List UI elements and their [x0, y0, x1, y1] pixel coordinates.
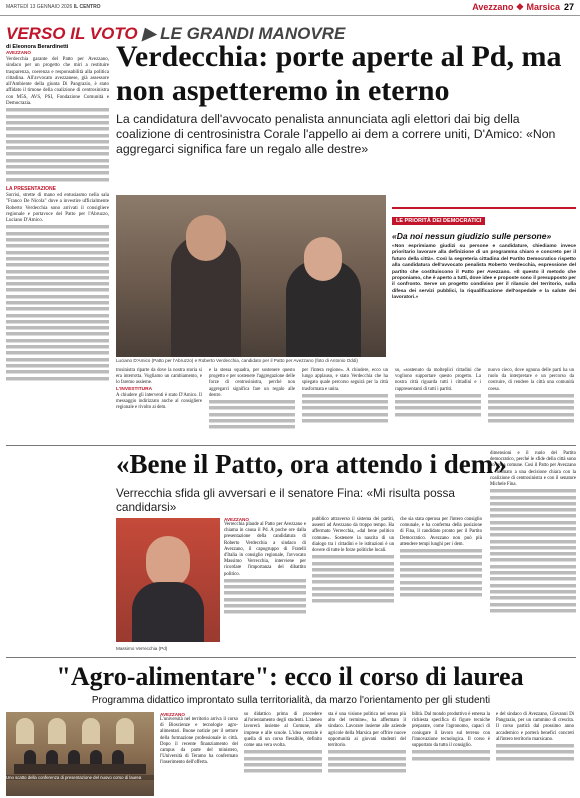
body-text: nuovo cieco, dove ognuna delle parti ha un ruolo da interpretare e un percorso da costruire, di rendere la città una comunità coesa.	[488, 368, 574, 392]
sidebar-kicker: LE PRIORITÀ DEI DEMOCRATICI	[392, 217, 485, 225]
body-text: e del sindaco di Avezzano, Giovanni Di Pangrazio, per un cammino di crescita. Il corso partirà dal prossimo anno accademico e porterà benefici concreti all'intero territorio marsicano.	[496, 712, 574, 742]
article2-headline: «Bene il Patto, ora attendo i dem»	[116, 449, 507, 479]
body-text: bilità. Dal mondo produttivo è emersa la richiesta specifica di figure tecniche preparate, come l'agronomo, capaci di coniugare il lavoro sul terreno con l'innovazione tecnologica. Il corso è supportato da tutto il consiglio.	[412, 712, 490, 749]
article2-subtitle: Verrecchia sfida gli avversari e il senatore Fina: «Mi risulta possa candidarsi»	[116, 486, 455, 514]
body-text: per l'intera regione». A chiudere, ecco un lungo applauso, e stato Verdecchia che ha spiegato quale percorso seguirà per la città trasformata e unita.	[302, 368, 388, 392]
divider	[6, 445, 576, 446]
body-text: so, «sostenuto da molteplici cittadini che vogliono supportare questo progetto. La nostra città riguarda tutti i cittadini e i rappresentanti di tutti i partiti.	[395, 368, 481, 392]
article1-left-column	[6, 44, 109, 439]
dateline: AVEZZANO	[160, 712, 185, 717]
byline: di Eleonora Berardinetti	[6, 44, 69, 50]
article3-columns	[160, 712, 576, 796]
photo-caption: Uno scatto della conferenza di presentazione del nuovo corso di laurea	[6, 775, 154, 780]
sidebar-box	[392, 207, 576, 370]
article3-photo	[6, 712, 154, 796]
article1-photo	[116, 195, 386, 357]
body-text: sta è una visione politica nel senso più alto del termine», ha affermato il sindaco. Lavorare insieme alle aziende agricole della Marsica per offrire nuove opportunità ai giovani studenti del territorio.	[328, 712, 406, 749]
body-text: e la stessa squadra, per sostenere questo progetto e per sostenere l'aggregazione delle forze di centrosinistra, perché non aggregarci significa fare un regalo alle destre.	[209, 368, 295, 398]
body-text: Verdecchia garante del Patto per Avezzano, sindaco per un progetto che miri a restituire trasparenza, coerenza e responsabilità alla politica cittadina. All'avvocato avezzanese, già assessore all'Ambiente della giunta Di Pangrazio, è stato affidato il timone della coalizione di centrosinistra con M5S, AVS, PSI, Fondazione Comunità e Democrazia.	[6, 57, 109, 107]
body-text: Verrecchia plaude al Patto per Avezzano e chiama in causa il Pd. A poche ore dalla presentazione della candidatura di Roberto Verdecchia a sindaco di Avezzano, il capogruppo di Fratelli d'Italia in consiglio regionale, l'avvocato Massimo Verrecchia, interviene per ricordare l'importanza del dibattito politico.	[224, 522, 306, 577]
photo-caption: Massimo Verrecchia (Pd)	[116, 646, 168, 651]
issue-date: MARTEDÌ 13 GENNAIO 2026 IL CENTRO	[6, 4, 101, 10]
body-text: pubblico attraverso il sistema dei partiti, assenti ad Avezzano da troppo tempo. Ha affermato Verrecchia, «dal bene politico comune». Sostenere la nascita di un dialogo tra i cittadini e le istituzioni è un dovere di tutte le forze politiche locali.	[312, 517, 394, 554]
article1-headline: Verdecchia: porte aperte al Pd, ma non aspetteremo in eterno	[116, 40, 562, 107]
body-text: A chiudere gli interventi è stato D'Amico. Il messaggio indirizzato anche al consigliere regionale e rivolto ai dem.	[116, 392, 202, 411]
body-text: trosinistra riparte da dove la nostra storia si era interrotta. Vogliamo un cambiamento, e lo faremo assieme.	[116, 368, 202, 386]
sidebar-body: «Non esprimiamo giudizi su persone e candidature, chiediamo invece prioritario lavorare alla definizione di un programma chiaro e concreto per il futuro della città». Così la segreteria cittadina del Partito Democratico rispetto alla candidatura dell'avvocato penalista Roberto Verdecchia, espressione del partito che costituiscono il Patto per Avezzano. «È questo il metodo che proponiamo, che è aperto a tutti, dove idee e proposte sono il presupposto per il confronto. Serve un progetto condiviso per il rilancio del territorio, sulla difesa dei servizi pubblici, la riqualificazione dell'ospedale e la salute dei lavoratori.»	[392, 244, 576, 301]
article2-columns	[224, 517, 484, 647]
page-header	[0, 0, 580, 16]
body-text: dimensioni e il ruolo del Partito democratico, perché le sfide della città sono un tema comune. Così il Patto per Avezzano è chiamato a una decisione chiara con la coalizione di centrosinistra e con il senatore Michele Fina.	[490, 451, 576, 488]
article1-subtitle: La candidatura dell'avvocato penalista annunciata agli elettori dai big della coalizione di centrosinistra Corale l'appello ai dem a correre uniti, D'Amico: «Non aggregarci significa fare un regalo alle destre»	[116, 112, 556, 156]
dateline: AVEZZANO	[6, 50, 31, 55]
article2-photo	[116, 518, 220, 642]
section-label: L'INVESTITURA	[116, 386, 153, 392]
body-text: Sorrisi, strette di mano ed entusiasmo nella sala "Franco De Nicola" dove a investire ufficialmente Roberto Verdecchia sono arrivati il consigliere regionale e portavoce del Patto per l'Abruzzo, Luciano D'Amico.	[6, 192, 109, 224]
article2-right-column	[490, 451, 576, 651]
body-text: L'università nel territorio arriva il corso di Bioscienze e tecnologie agro-alimentari. Buone notizie per il settore della formazione professionale in città. Dopo il recente finanziamento del campus da parte del ministero, l'Università di Teramo ha confermato l'inserimento dell'offerta.	[160, 717, 238, 766]
article3-headline: "Agro-alimentare": ecco il corso di laurea	[56, 662, 524, 691]
article3-subtitle: Programma didattico improntato sulla territorialità, da marzo l'orientamento per gli studenti	[91, 695, 491, 706]
section-title: Avezzano ❖ Marsica 27	[472, 2, 574, 12]
body-text: so didattico prima di procedere all'orientamento degli studenti. L'ateneo lavorerà insieme al Comune, alle imprese e alle scuole. L'idea centrale è quella di un corso flessibile, definito come una vera svolta.	[244, 712, 322, 749]
section-banner: VERSO IL VOTO ▶ LE GRANDI MANOVRE	[6, 24, 346, 43]
body-text: che sia stata operosa per l'intero consiglio comunale, e ha conferma della posizione di Fina, il candidato pronto per il Partito Democratico. Avezzano non può più attendere tempi lunghi per i dem.	[400, 517, 482, 547]
sidebar-title: «Da noi nessun giudizio sulle persone»	[392, 231, 552, 241]
dateline: AVEZZANO	[224, 517, 249, 522]
divider	[6, 657, 576, 658]
section-label: LA PRESENTAZIONE	[6, 185, 57, 192]
page-number: 27	[563, 2, 574, 12]
photo-caption: Luciano D'Amico (Patto per l'Abruzzo) e Roberto Verdecchia, candidato per il Patto per Avezzano (foto di Antonio Oddi)	[116, 358, 358, 363]
article1-columns	[116, 368, 576, 440]
